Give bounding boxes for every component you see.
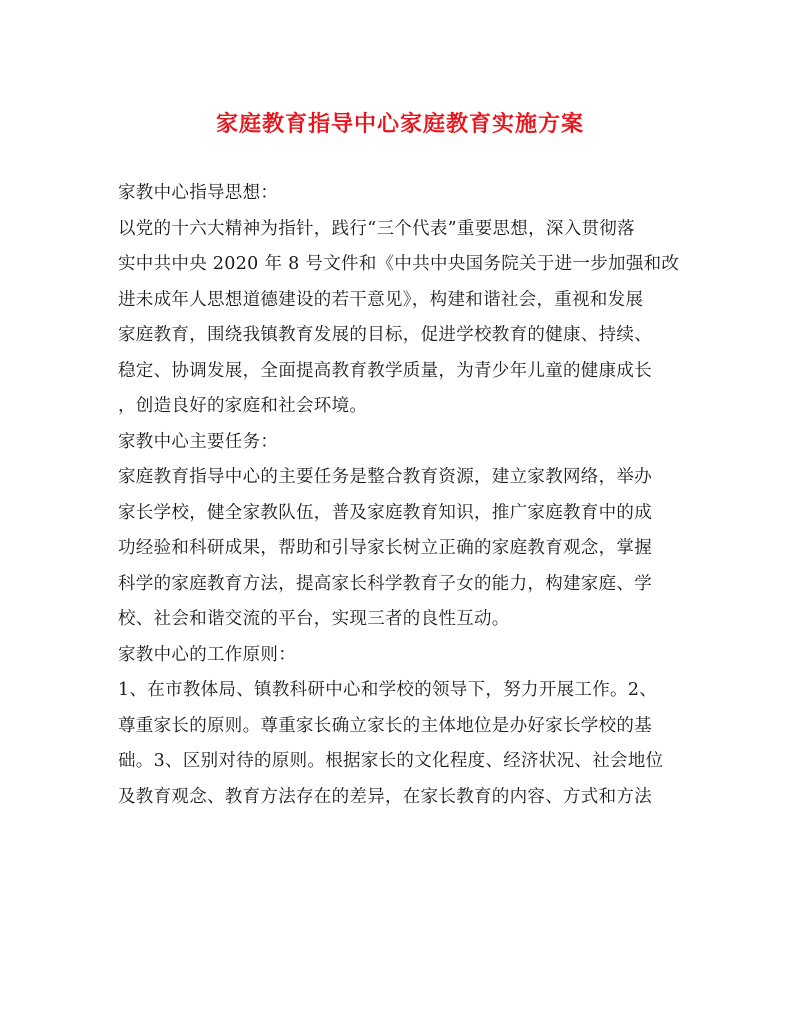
paragraph-line: 进未成年人思想道德建设的若干意见》，构建和谐社会，重视和发展 bbox=[118, 289, 644, 310]
paragraph-line: 家庭教育，围绕我镇教育发展的目标，促进学校教育的健康、持续、 bbox=[118, 325, 652, 345]
paragraph-line: 科学的家庭教育方法，提高家长科学教育子女的能力，构建家庭、学 bbox=[118, 573, 652, 594]
paragraph-line: 稳定、协调发展，全面提高教育教学质量，为青少年儿童的健康成长 bbox=[118, 360, 652, 381]
document-title: 家庭教育指导中心家庭教育实施方案 bbox=[215, 111, 584, 137]
section-heading-main-tasks: 家教中心主要任务： bbox=[118, 431, 279, 452]
paragraph-line: 以党的十六大精神为指针，践行“三个代表”重要思想，深入贯彻落 bbox=[118, 218, 635, 239]
paragraph-line: 家长学校，健全家教队伍，普及家庭教育知识，推广家庭教育中的成 bbox=[118, 502, 652, 523]
paragraph-line: 及教育观念、教育方法存在的差异，在家长教育的内容、方式和方法 bbox=[118, 786, 652, 807]
document-body bbox=[118, 176, 698, 815]
section-heading-work-principles: 家教中心的工作原则： bbox=[118, 644, 296, 665]
paragraph-line: 家庭教育指导中心的主要任务是整合教育资源，建立家教网络，举办 bbox=[118, 467, 652, 487]
paragraph-line: 功经验和科研成果，帮助和引导家长树立正确的家庭教育观念，掌握 bbox=[118, 538, 652, 558]
paragraph-line: 础。3、区别对待的原则。根据家长的文化程度、经济状况、社会地位 bbox=[118, 751, 664, 771]
paragraph-line: 实中共中央 2020 年 8 号文件和《中共中央国务院关于进一步加强和改 bbox=[118, 254, 680, 274]
paragraph-line: ，创造良好的家庭和社会环境。 bbox=[118, 396, 368, 416]
paragraph-line: 尊重家长的原则。尊重家长确立家长的主体地位是办好家长学校的基 bbox=[118, 715, 652, 736]
paragraph-line: 1、在市教体局、镇教科研中心和学校的领导下，努力开展工作。2、 bbox=[118, 680, 658, 700]
paragraph-line: 校、社会和谐交流的平台，实现三者的良性互动。 bbox=[118, 609, 510, 629]
section-heading-guiding-ideology: 家教中心指导思想： bbox=[118, 183, 279, 203]
